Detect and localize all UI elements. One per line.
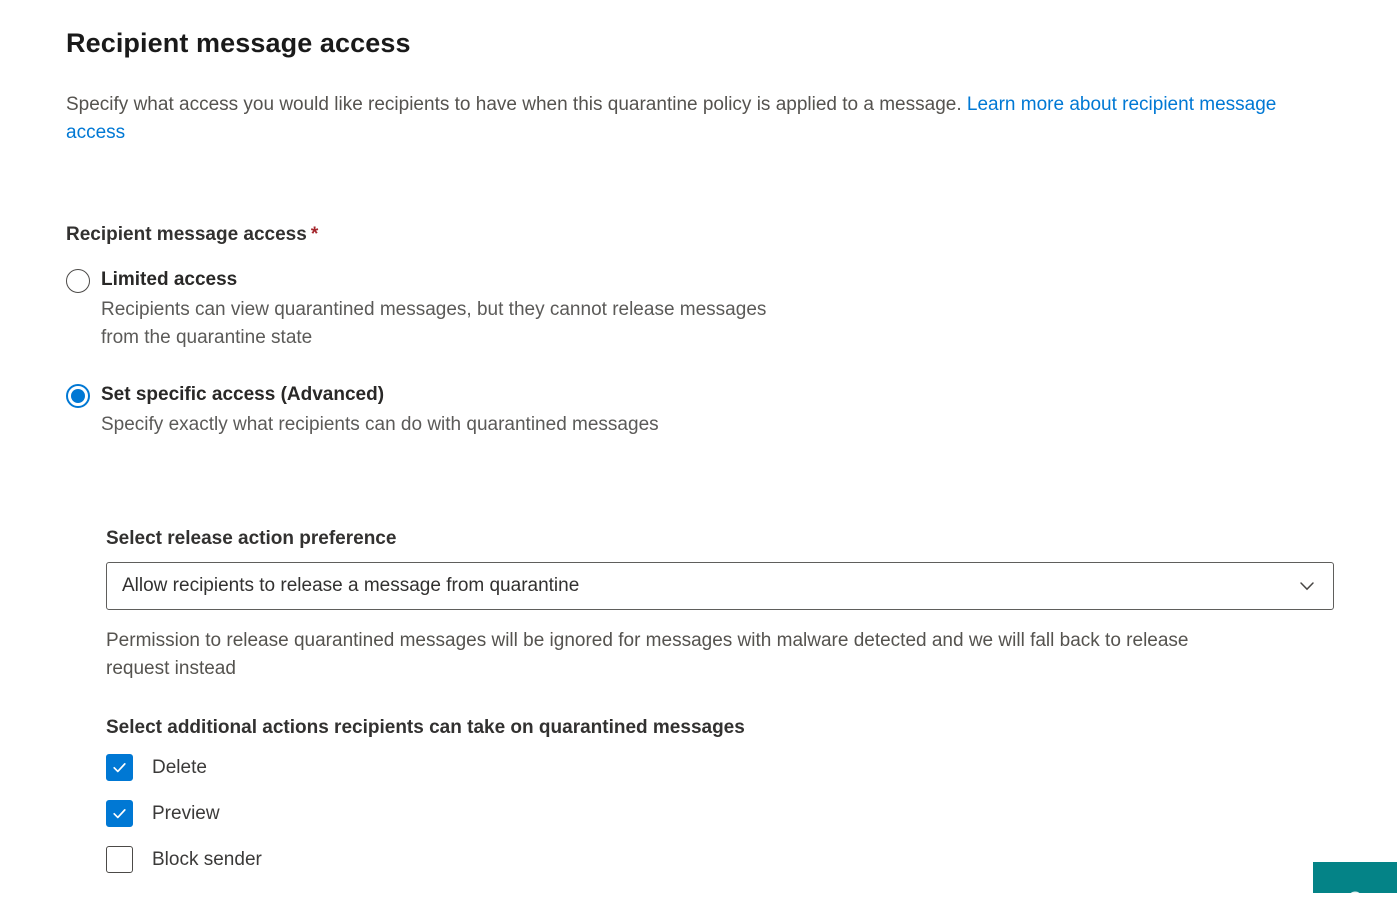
limited-access-label: Limited access [101,269,238,290]
page-description [66,91,1301,147]
checkbox-row-block-sender[interactable] [106,846,1367,873]
access-field-label [66,223,1367,247]
release-permission-note: Permission to release quarantined messages will be ignored for messages with malware detected and we will fall back to release request instead [106,630,1189,679]
preview-checkbox-label: Preview [152,802,220,824]
block-sender-checkbox-label: Block sender [152,848,262,870]
check-icon [111,805,128,822]
release-action-selected-value: Allow recipients to release a message from quarantine [122,575,580,596]
limited-access-radio[interactable] [66,269,90,293]
set-specific-access-description: Specify exactly what recipients can do with quarantined messages [101,414,659,435]
learn-more-link[interactable]: Learn more about recipient message access [66,94,1277,143]
question-mark-icon: ? [1348,887,1362,912]
set-specific-access-label: Set specific access (Advanced) [101,384,385,405]
advanced-access-settings [106,527,1367,873]
delete-checkbox[interactable] [106,754,133,781]
radio-option-set-specific-access[interactable] [66,382,1367,439]
limited-access-description: Recipients can view quarantined messages, but they cannot release messages from the quarantine state [101,299,767,348]
additional-actions-list [106,754,1367,873]
help-button[interactable] [1313,862,1397,912]
set-specific-access-texts [101,382,659,439]
checkbox-row-delete[interactable] [106,754,1367,781]
access-field-label-text: Recipient message access [66,224,307,245]
release-action-dropdown[interactable] [106,562,1334,610]
page-description-text: Specify what access you would like recipients to have when this quarantine policy is applied to a message. [66,94,962,115]
set-specific-access-radio[interactable] [66,384,90,408]
radio-option-limited-access[interactable] [66,267,1367,352]
limited-access-texts [101,267,786,352]
release-action-label: Select release action preference [106,528,397,549]
page-title: Recipient message access [66,28,411,58]
required-asterisk: * [310,224,319,245]
preview-checkbox[interactable] [106,800,133,827]
check-icon [111,759,128,776]
chevron-down-icon [1297,576,1317,596]
checkbox-row-preview[interactable] [106,800,1367,827]
access-radio-group [66,267,1367,439]
additional-actions-label: Select additional actions recipients can take on quarantined messages [106,717,745,738]
block-sender-checkbox[interactable] [106,846,133,873]
delete-checkbox-label: Delete [152,756,207,778]
